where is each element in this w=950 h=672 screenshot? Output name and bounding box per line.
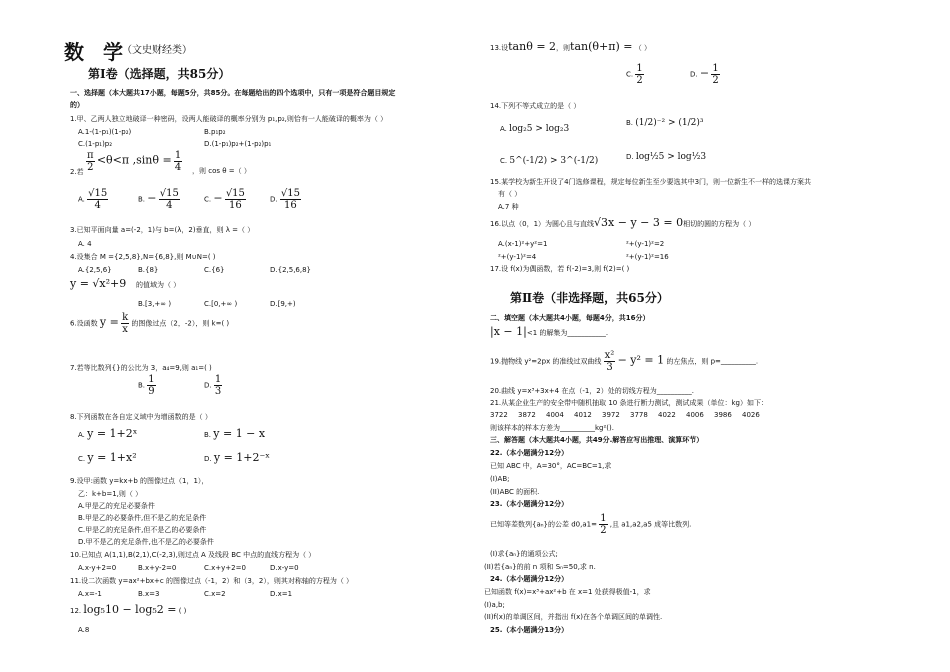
q10-option-b: B.x+y-2=0	[138, 564, 177, 572]
q9-option-d: D.甲不是乙的充足条件,也不是乙的必要条件	[78, 538, 214, 546]
q2-condition: $\frac{\pi}{2}$ <θ<π ,sinθ = $\frac{1}{4}$	[87, 150, 182, 173]
q4-option-d: D.{2,5,6,8}	[270, 266, 312, 274]
q9-option-c: C.甲是乙的充足条件,但不是乙的必要条件	[78, 526, 207, 534]
q22-part2: (II)ABC 的面积.	[490, 488, 540, 496]
q6-stem: 6.设函数 y = $\frac{k}{x}$ 的图像过点（2，-2），则 k=( )	[70, 312, 230, 335]
q15-stem: 15.某学校为新生开设了4门选修课程，规定每位新生至少要选其中3门，则一位新生不一样的选课方案共	[490, 178, 812, 186]
q16-option-a: A.(x-1)²+y²=1	[498, 240, 548, 248]
q14-stem: 14.下列不等式成立的是（ ）	[490, 102, 581, 110]
q8-stem: 8.下列函数在各自定义域中为增函数的是（ ）	[70, 413, 212, 421]
q5-option-d: D.[9,+)	[270, 300, 296, 308]
q12-option-a: A.8	[78, 626, 90, 634]
q2-option-b: B. − $\frac{√15}{4}$	[138, 188, 179, 211]
q8-option-a: A. y = 1+2ˣ	[78, 427, 138, 440]
q2-option-c: C. − $\frac{√15}{16}$	[204, 188, 245, 211]
q23-stem: 已知等差数列{aₙ}的公差 d0,a1= $\frac{1}{2}$ ,且 a1,a2,a5 成等比数列.	[490, 513, 692, 536]
q24-part2: (II)f(x)的单调区间，并指出 f(x)在各个单调区间的单调性.	[484, 613, 663, 621]
q11-option-a: A.x=-1	[78, 590, 102, 598]
q10-option-d: D.x-y=0	[270, 564, 299, 572]
q10-option-a: A.x-y+2=0	[78, 564, 117, 572]
q13-option-d: D. − $\frac{1}{2}$	[690, 63, 719, 86]
q22-part1: (I)AB;	[490, 475, 510, 483]
q10-stem: 10.已知点 A(1,1),B(2,1),C(-2,3),则过点 A 及线段 BC 中点的直线方程为（ ）	[70, 551, 316, 559]
q5-stem: 的值域为（ ）	[136, 281, 181, 289]
q11-option-b: B.x=3	[138, 590, 160, 598]
q2-option-a: A. $\frac{√15}{4}$	[78, 188, 108, 211]
q4-option-b: B.{8}	[138, 266, 159, 274]
q9-stem: 9.设甲:函数 y=kx+b 的图像过点（1，1），	[70, 477, 209, 485]
q1-stem: 1.甲、乙两人独立地破译一种密码，设两人能破译的概率分别为 p₁,p₂,则恰有一人能破译的概率为（ ）	[70, 115, 388, 123]
q23-part2: (II)若{aₙ}的前 n 项和 Sₙ=50,求 n.	[484, 563, 596, 571]
q8-option-c: C. y = 1+x²	[78, 451, 137, 464]
q1-option-a: A.1-(1-p₁)(1-p₂)	[78, 128, 132, 136]
q17-stem: 17.设 f(x)为偶函数，若 f(-2)=3,则 f(2)=( )	[490, 265, 630, 273]
part1-instruction: 一、选择题（本大题共17小题，每题5分，共85分。在每题给出的四个选项中，只有一项是符合题目规定	[70, 89, 396, 97]
q15-option-a: A.7 种	[498, 203, 519, 211]
q14-option-c: C. 5^(-1/2) > 3^(-1/2)	[500, 156, 599, 166]
q23-title: 23.（本小题满分12分）	[490, 500, 569, 508]
q9-option-a: A.甲是乙的充足必要条件	[78, 502, 155, 510]
q2-stem-post: ，则 cos θ =（ ）	[192, 167, 251, 175]
q7-option-d: D. $\frac{1}{3}$	[204, 374, 222, 397]
q3-stem: 3.已知平面向量 a=(-2，1)与 b=(λ，2)垂直，则 λ =（ ）	[70, 226, 255, 234]
q4-option-c: C.{6}	[204, 266, 225, 274]
q13-option-c: C. $\frac{1}{2}$	[626, 63, 643, 86]
q8-option-d: D. y = 1+2⁻ˣ	[204, 451, 270, 464]
q9-option-b: B.甲是乙的必要条件,但不是乙的充足条件	[78, 514, 207, 522]
part2-title: 第Ⅱ卷（非选择题，共65分）	[510, 291, 669, 305]
q7-option-b: B. $\frac{1}{9}$	[138, 374, 155, 397]
q8-option-b: B. y = 1 − x	[204, 427, 266, 440]
q24-stem: 已知函数 f(x)=x³+ax²+b 在 x=1 处获得极值-1，求	[484, 588, 651, 596]
q22-title: 22.（本小题满分12分）	[490, 449, 569, 457]
q1-option-d: D.(1-p₁)p₂+(1-p₂)p₁	[204, 140, 272, 148]
q16-option-d: ²+(y-1)²=16	[626, 253, 669, 261]
q3-option-a: A. 4	[78, 240, 92, 248]
q16-stem: 16.以点（0，1）为圆心且与直线√3x − y − 3 = 0相切的圆的方程为（ ）	[490, 216, 756, 229]
q20: 20.曲线 y=x³+3x+4 在点（-1，2）处的切线方程为__________.	[490, 387, 694, 395]
q13-stem: 13.设tanθ = 2，则tan(θ+π) = （ ）	[490, 40, 651, 53]
q14-option-a: A. log₂5 > log₂3	[500, 124, 570, 134]
q11-option-d: D.x=1	[270, 590, 293, 598]
q4-option-a: A.{2,5,6}	[78, 266, 112, 274]
q14-option-d: D. log½5 > log½3	[626, 152, 707, 162]
q21-values: 3722 3872 4004 4012 3972 3778 4022 4006 3986 4026	[490, 411, 760, 419]
q12-stem: 12. log₅10 − log₅2 = ( )	[70, 603, 187, 616]
q14-option-b: B. (1/2)⁻² > (1/2)³	[626, 118, 704, 128]
q5-option-c: C.[0,+∞ )	[204, 300, 238, 308]
q21-answer: 则该样本的样本方差为__________kg²().	[490, 424, 614, 432]
q22-stem: 已知 ABC 中，A=30°，AC=BC=1,求	[490, 462, 612, 470]
q5-option-b: B.[3,+∞ )	[138, 300, 172, 308]
q1-option-c: C.(1-p₁)p₂	[78, 140, 113, 148]
q24-part1: (I)a,b;	[484, 601, 505, 609]
page-title: 数 学	[64, 40, 129, 64]
q19: 19.抛物线 y²=2px 的准线过双曲线 $\frac{\text{x²}}{3}$ − y² = 1 的左焦点，则 p=__________.	[490, 350, 759, 373]
q9-stem-cont: 乙：k+b=1,则（ ）	[78, 490, 143, 498]
q5-function: y = √x²+9	[70, 277, 127, 290]
q16-option-b: ²+(y-1)²=2	[626, 240, 665, 248]
q24-title: 24.（本小题满分12分）	[490, 575, 569, 583]
part1-instruction-cont: 的）	[70, 101, 84, 109]
q16-option-c: ²+(y-1)²=4	[498, 253, 537, 261]
q18: |x − 1|<1 的解集为___________.	[490, 325, 609, 338]
page-subtitle: （文史财经类）	[122, 45, 192, 56]
q2-option-d: D. $\frac{√15}{16}$	[270, 188, 300, 211]
q4-stem: 4.设集合 M ={2,5,8},N={6,8},则 M∪N=( )	[70, 253, 216, 261]
q21: 21.从某企业生产的安全带中随机抽取 10 条进行断力测试，测试成果（单位：kg）如下：	[490, 399, 768, 407]
part1-title: 第Ⅰ卷（选择题，共85分）	[88, 67, 231, 81]
q2-label: 2.若	[70, 168, 84, 176]
q1-option-b: B.p₁p₂	[204, 128, 226, 136]
q15-stem-cont: 有（ ）	[498, 190, 522, 198]
solve-section-title: 三、解答题（本大题共4小题，共49分.解答应写出推理、演算环节）	[490, 436, 704, 444]
q23-part1: (I)求{aₙ}的通项公式;	[490, 550, 558, 558]
q10-option-c: C.x+y+2=0	[204, 564, 246, 572]
q11-option-c: C.x=2	[204, 590, 226, 598]
q25-title: 25.（本小题满分13分）	[490, 626, 569, 634]
q11-stem: 11.设二次函数 y=ax²+bx+c 的图像过点（-1，2）和（3，2），则其对称轴的方程为（ ）	[70, 577, 354, 585]
q7-stem: 7.若等比数列{}的公比为 3，a₄=9,则 a₁=( )	[70, 364, 212, 372]
fill-section-title: 二、填空题（本大题共4小题，每题4分，共16分）	[490, 314, 650, 322]
